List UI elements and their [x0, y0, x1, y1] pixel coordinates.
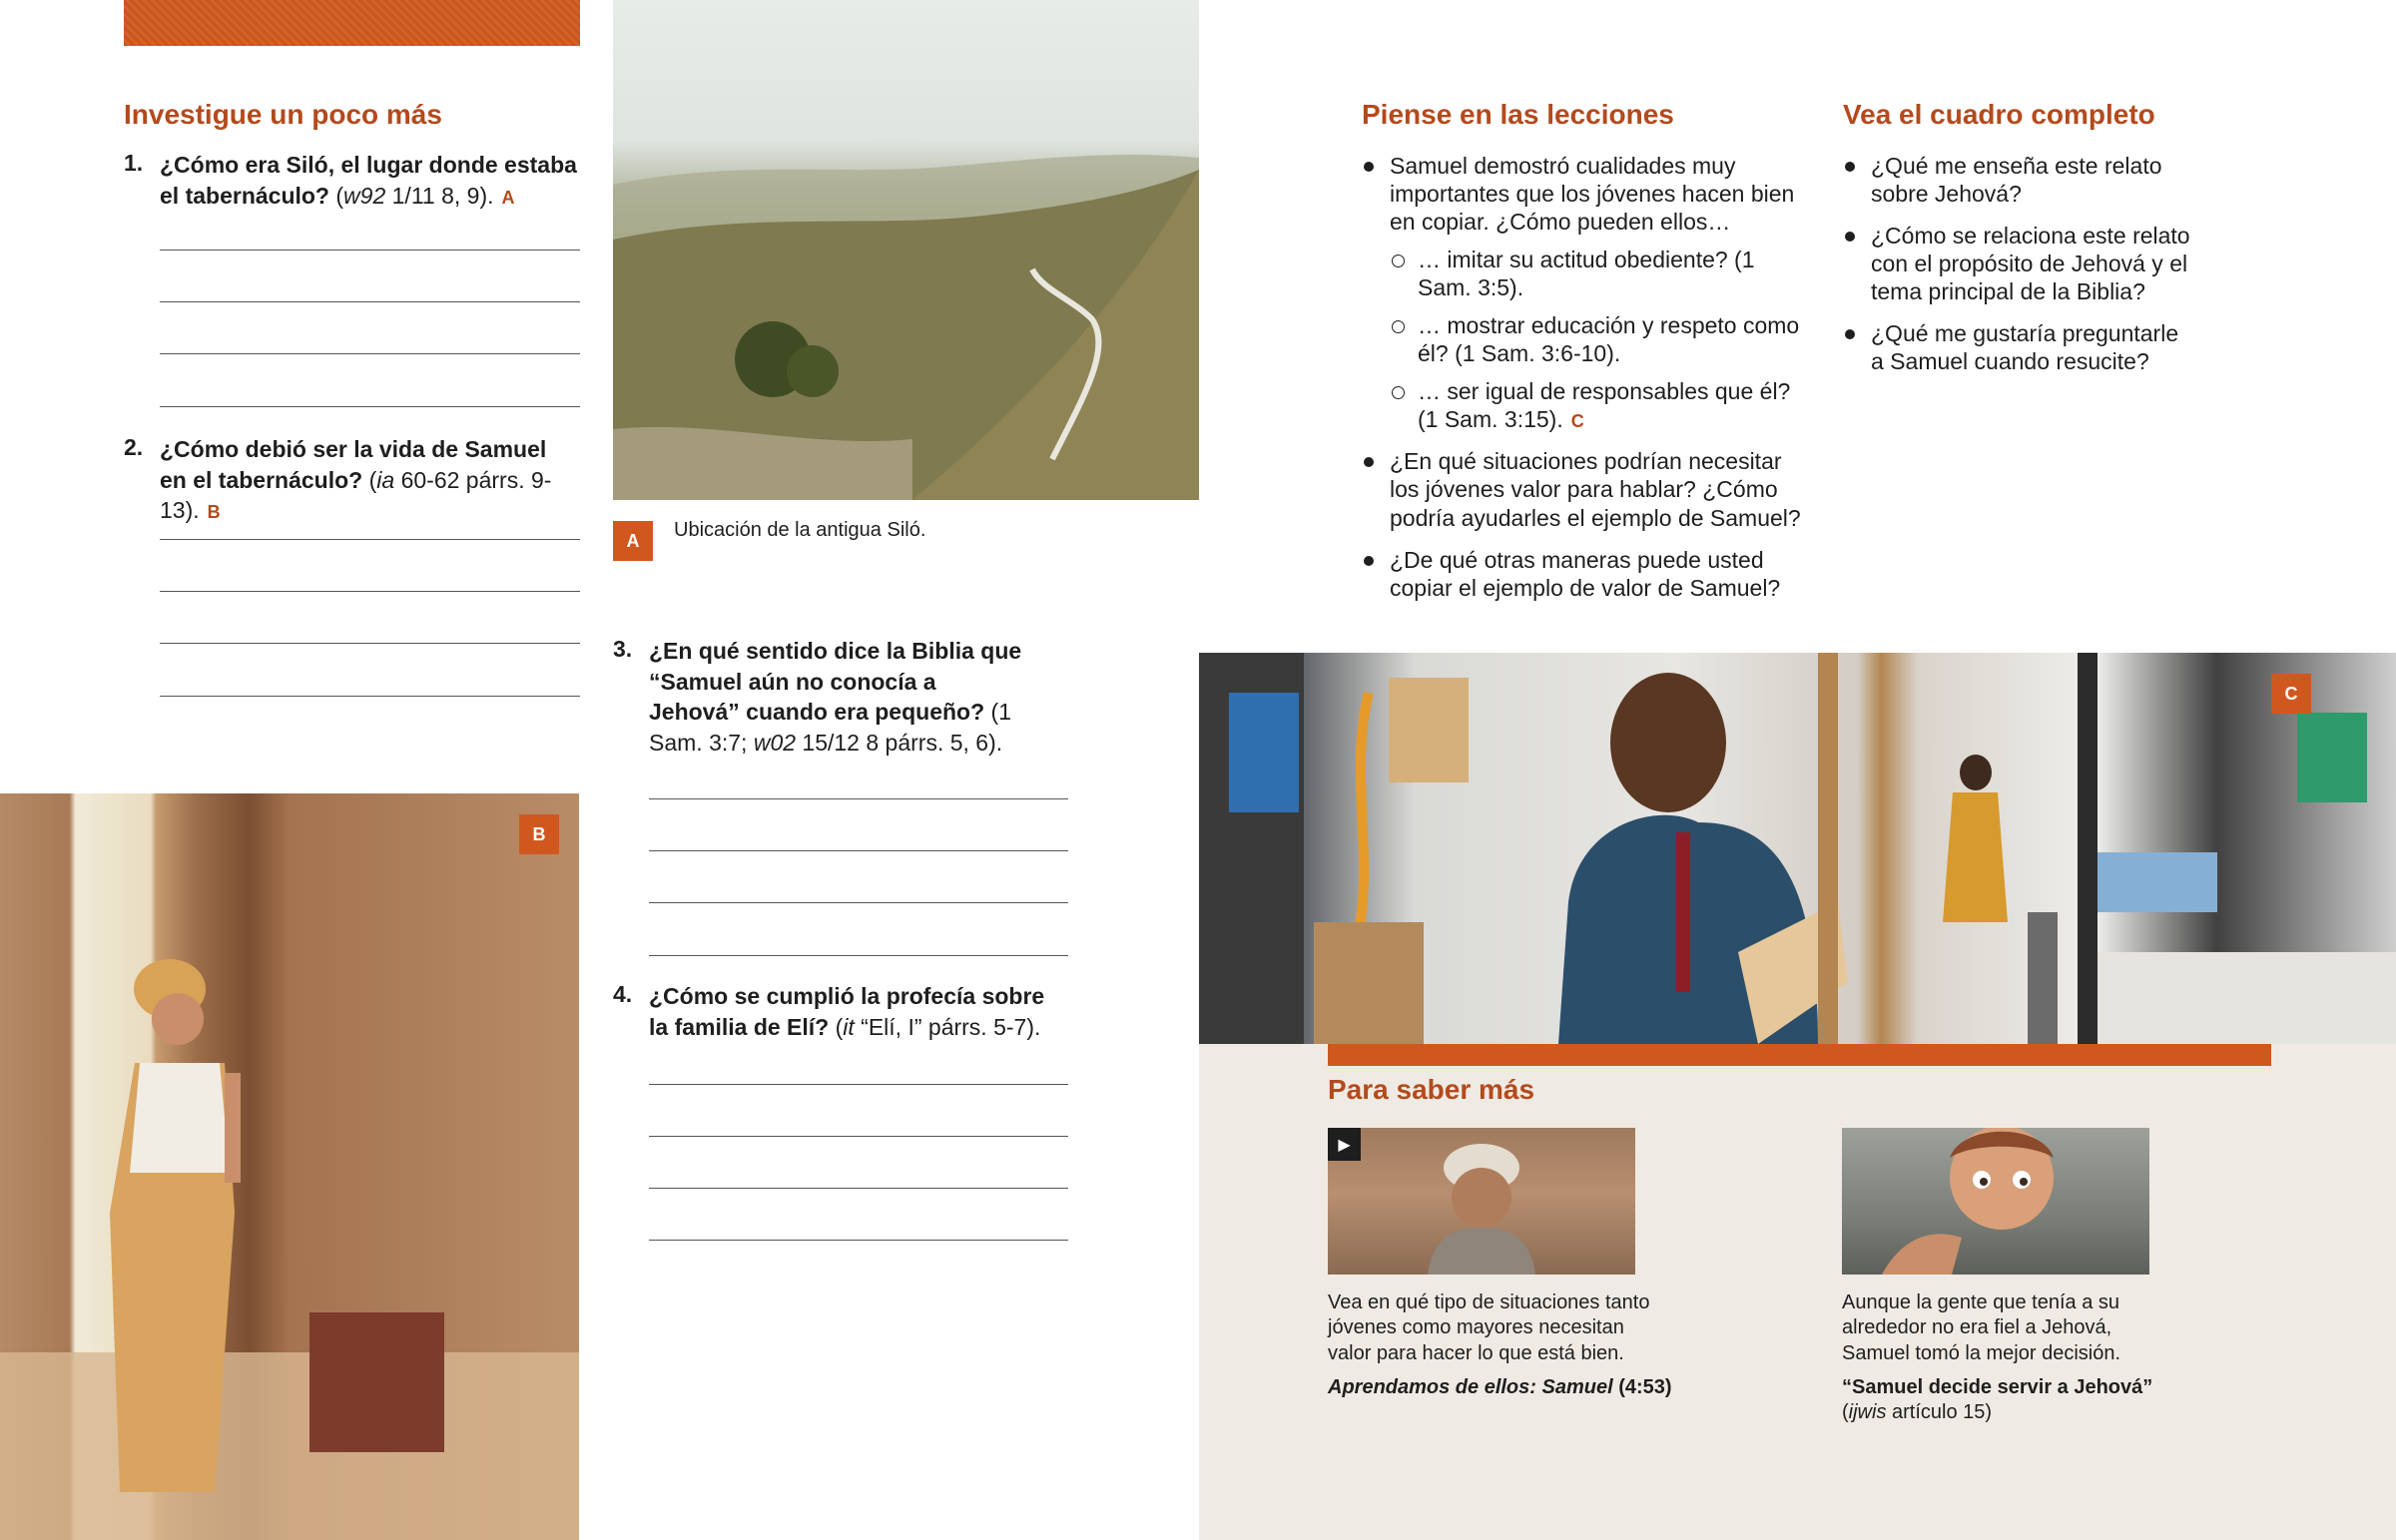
answer-line[interactable]	[160, 250, 580, 251]
play-icon[interactable]: ▶	[1328, 1128, 1361, 1161]
teen-volunteer-photo	[1199, 653, 2396, 1044]
question-2: 2. ¿Cómo debió ser la vida de Samuel en el tabernáculo? (ia 60-62 párrs. 9-13). B	[124, 434, 552, 524]
video-title[interactable]: Aprendamos de ellos: Samuel (4:53)	[1328, 1376, 1672, 1398]
vea-title: Vea el cuadro completo	[1843, 99, 2155, 130]
shiloh-landscape-photo	[613, 0, 1199, 500]
list-item: ¿De qué otras maneras puede usted copiar el ejemplo de valor de Samuel?	[1362, 546, 1801, 602]
question-text: ¿En qué sentido dice la Biblia que “Samuel aún no conocía a Jehová” cuando era pequeño?	[649, 638, 1022, 726]
piense-list	[1362, 152, 1801, 616]
question-number: 1.	[124, 150, 144, 176]
photo-reference-letter: B	[207, 502, 221, 523]
answer-line[interactable]	[160, 301, 580, 302]
answer-line[interactable]	[649, 850, 1068, 851]
video-thumbnail-samuel[interactable]	[1328, 1128, 1635, 1275]
question-text: ¿Cómo se cumplió la profecía sobre la familia de Elí?	[649, 983, 1045, 1040]
investigue-title: Investigue un poco más	[124, 99, 442, 130]
article-description: Aunque la gente que tenía a su alrededor no era fiel a Jehová, Samuel tomó la mejor decisión.	[1842, 1291, 2121, 1364]
list-item: Samuel demostró cualidades muy importantes que los jóvenes hacen bien en copiar. ¿Cómo pueden ellos… … imitar su actitud obediente? (1 Sam. 3:5). … mostrar educación y respeto como él? (1 Sam. 3:6-10). … ser igual de responsables que él? (1 Sam. 3:15). C	[1362, 152, 1801, 433]
answer-line[interactable]	[160, 406, 580, 407]
question-4: 4. ¿Cómo se cumplió la profecía sobre la familia de Elí? (it “Elí, I” párrs. 5-7).	[613, 981, 1045, 1040]
list-item: ¿Qué me enseña este relato sobre Jehová?	[1843, 152, 2192, 208]
photo-reference-letter: A	[501, 187, 515, 208]
photo-label-c: C	[2271, 674, 2311, 714]
list-item: ¿Cómo se relaciona este relato con el propósito de Jehová y el tema principal de la Biblia?	[1843, 222, 2192, 305]
answer-line[interactable]	[649, 1136, 1068, 1137]
list-item: ¿Qué me gustaría preguntarle a Samuel cuando resucite?	[1843, 319, 2192, 375]
question-text: ¿Cómo debió ser la vida de Samuel en el tabernáculo?	[160, 436, 547, 493]
answer-line[interactable]	[160, 643, 580, 644]
question-1: 1. ¿Cómo era Siló, el lugar donde estaba el tabernáculo? (w92 1/11 8, 9). A	[124, 150, 577, 209]
vea-list	[1843, 152, 2192, 389]
reference-abbr: w02	[753, 729, 797, 756]
orange-header-band	[124, 0, 580, 46]
answer-line[interactable]	[649, 1084, 1068, 1085]
reference-abbr: ia	[376, 466, 395, 493]
question-number: 4.	[613, 981, 633, 1007]
list-item: ¿En qué situaciones podrían necesitar los jóvenes valor para hablar? ¿Cómo podría ayudarles el ejemplo de Samuel?	[1362, 447, 1801, 531]
sub-list-item: … imitar su actitud obediente? (1 Sam. 3:5).	[1390, 246, 1801, 301]
sub-list-item: … ser igual de responsables que él? (1 Sam. 3:15). C	[1390, 377, 1801, 433]
photo-label-a: A	[613, 521, 653, 561]
reference-abbr: w92	[343, 182, 386, 209]
article-title[interactable]: “Samuel decide servir a Jehová” (ijwis artículo 15)	[1842, 1376, 2153, 1424]
photo-label-b: B	[519, 814, 559, 854]
photo-reference-letter: C	[1570, 411, 1584, 432]
question-number: 2.	[124, 434, 144, 460]
answer-line[interactable]	[649, 902, 1068, 903]
photo-caption: Ubicación de la antigua Siló.	[674, 519, 926, 541]
para-saber-mas-title: Para saber más	[1328, 1074, 1535, 1105]
question-text: ¿Cómo era Siló, el lugar donde estaba el tabernáculo?	[160, 152, 577, 209]
answer-line[interactable]	[160, 353, 580, 354]
answer-line[interactable]	[160, 696, 580, 697]
answer-line[interactable]	[160, 591, 580, 592]
samuel-door-illustration	[0, 793, 579, 1540]
question-number: 3.	[613, 636, 633, 662]
answer-line[interactable]	[649, 1240, 1068, 1241]
reference-abbr: it	[843, 1013, 855, 1040]
sub-list-item: … mostrar educación y respeto como él? (1 Sam. 3:6-10).	[1390, 311, 1801, 367]
answer-line[interactable]	[649, 798, 1068, 799]
article-thumbnail-samuel[interactable]	[1842, 1128, 2149, 1275]
answer-line[interactable]	[649, 1188, 1068, 1189]
piense-title: Piense en las lecciones	[1362, 99, 1674, 130]
question-3: 3. ¿En qué sentido dice la Biblia que “Samuel aún no conocía a Jehová” cuando era pequeño? (1 Sam. 3:7; w02 15/12 8 párrs. 5, 6).	[613, 636, 1022, 756]
answer-line[interactable]	[160, 539, 580, 540]
answer-line[interactable]	[649, 955, 1068, 956]
video-description: Vea en qué tipo de situaciones tanto jóvenes como mayores necesitan valor para hacer lo que está bien.	[1328, 1291, 1650, 1364]
para-saber-mas-bar	[1328, 1044, 2271, 1066]
